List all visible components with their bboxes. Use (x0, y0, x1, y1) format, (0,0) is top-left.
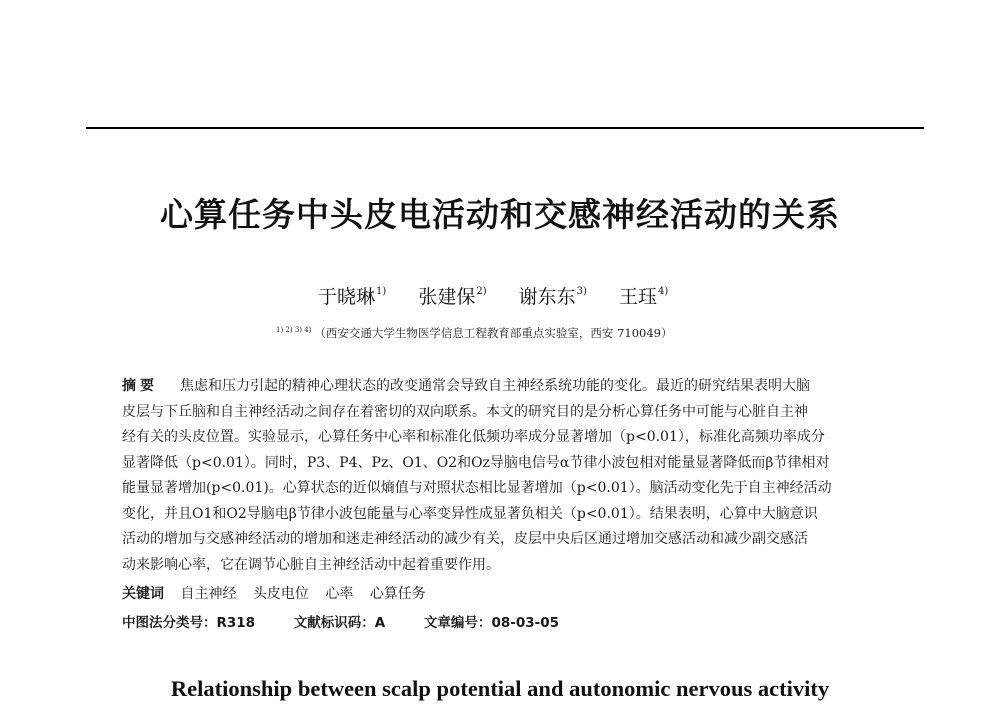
author-affil-mark: 3) (576, 286, 587, 297)
affiliation (276, 325, 672, 341)
author-4 (619, 286, 668, 308)
author-name: 王珏 (618, 286, 657, 308)
abstract-label: 摘要 (122, 378, 158, 394)
article-no-value: 08-03-05 (491, 615, 560, 631)
keywords (122, 583, 438, 603)
author-1 (318, 286, 386, 308)
author-2 (418, 286, 486, 308)
author-list (318, 282, 694, 309)
abstract-line: 变化，并且O1和O2导脑电β节律小波包能量与心率变异性成显著负相关（p<0.01）。结果表明，心算中大脑意识 (122, 505, 818, 522)
keyword: 自主神经 (180, 586, 237, 602)
abstract-line: 显著降低（p<0.01）。同时，P3、P4、Pz、O1、O2和Oz导脑电信号α节律小波包相对能量显著降低而β节律相对 (122, 454, 830, 471)
clc-label: 中图法分类号： (122, 615, 217, 631)
classification-info (122, 611, 593, 631)
keyword: 心率 (325, 586, 354, 602)
abstract-text: 焦虑和压力引起的精神心理状态的改变通常会导致自主神经系统功能的变化。最近的研究结果表明大脑 (180, 378, 810, 394)
header-rule (86, 127, 924, 129)
author-name: 于晓琳 (318, 286, 376, 308)
affiliation-text: （西安交通大学生物医学信息工程教育部重点实验室，西安 710049） (314, 326, 673, 340)
abstract-line: 能量显著增加(p<0.01)。心算状态的近似熵值与对照状态相比显著增加（p<0.01）。脑活动变化先于自主神经活动 (122, 480, 832, 496)
abstract-line: 动来影响心率，它在调节心脏自主神经活动中起着重要作用。 (122, 556, 500, 573)
keywords-label: 关键词 (122, 586, 164, 602)
author-3 (519, 286, 587, 308)
article-no-label: 文章编号： (423, 615, 492, 631)
author-name: 张建保 (418, 286, 476, 308)
doc-code-value: A (374, 615, 386, 631)
author-affil-mark: 2) (476, 286, 487, 297)
keyword: 心算任务 (369, 586, 426, 602)
paper-title-zh: 心算任务中头皮电活动和交感神经活动的关系 (160, 195, 840, 234)
abstract (122, 374, 892, 578)
author-affil-mark: 4) (658, 286, 669, 297)
doc-code-label: 文献标识码： (293, 615, 375, 631)
author-name: 谢东东 (518, 286, 576, 308)
author-affil-mark: 1) (376, 286, 387, 297)
affiliation-marks: 1) 2) 3) 4) (276, 326, 312, 334)
abstract-line: 经有关的头皮位置。实验显示，心算任务中心率和标准化低频功率成分显著增加（p<0.01），标准化高频功率成分 (122, 429, 825, 445)
abstract-line: 活动的增加与交感神经活动的增加和迷走神经活动的减少有关，皮层中央后区通过增加交感活动和减少副交感活 (122, 531, 808, 547)
clc-value: R318 (216, 615, 256, 631)
abstract-line: 皮层与下丘脑和自主神经活动之间存在着密切的双向联系。本文的研究目的是分析心算任务中可能与心脏自主神 (122, 403, 808, 420)
abstract-line (122, 374, 892, 400)
keyword: 头皮电位 (252, 586, 309, 602)
paper-title-en: Relationship between scalp potential and autonomic nervous activity (170, 676, 830, 701)
